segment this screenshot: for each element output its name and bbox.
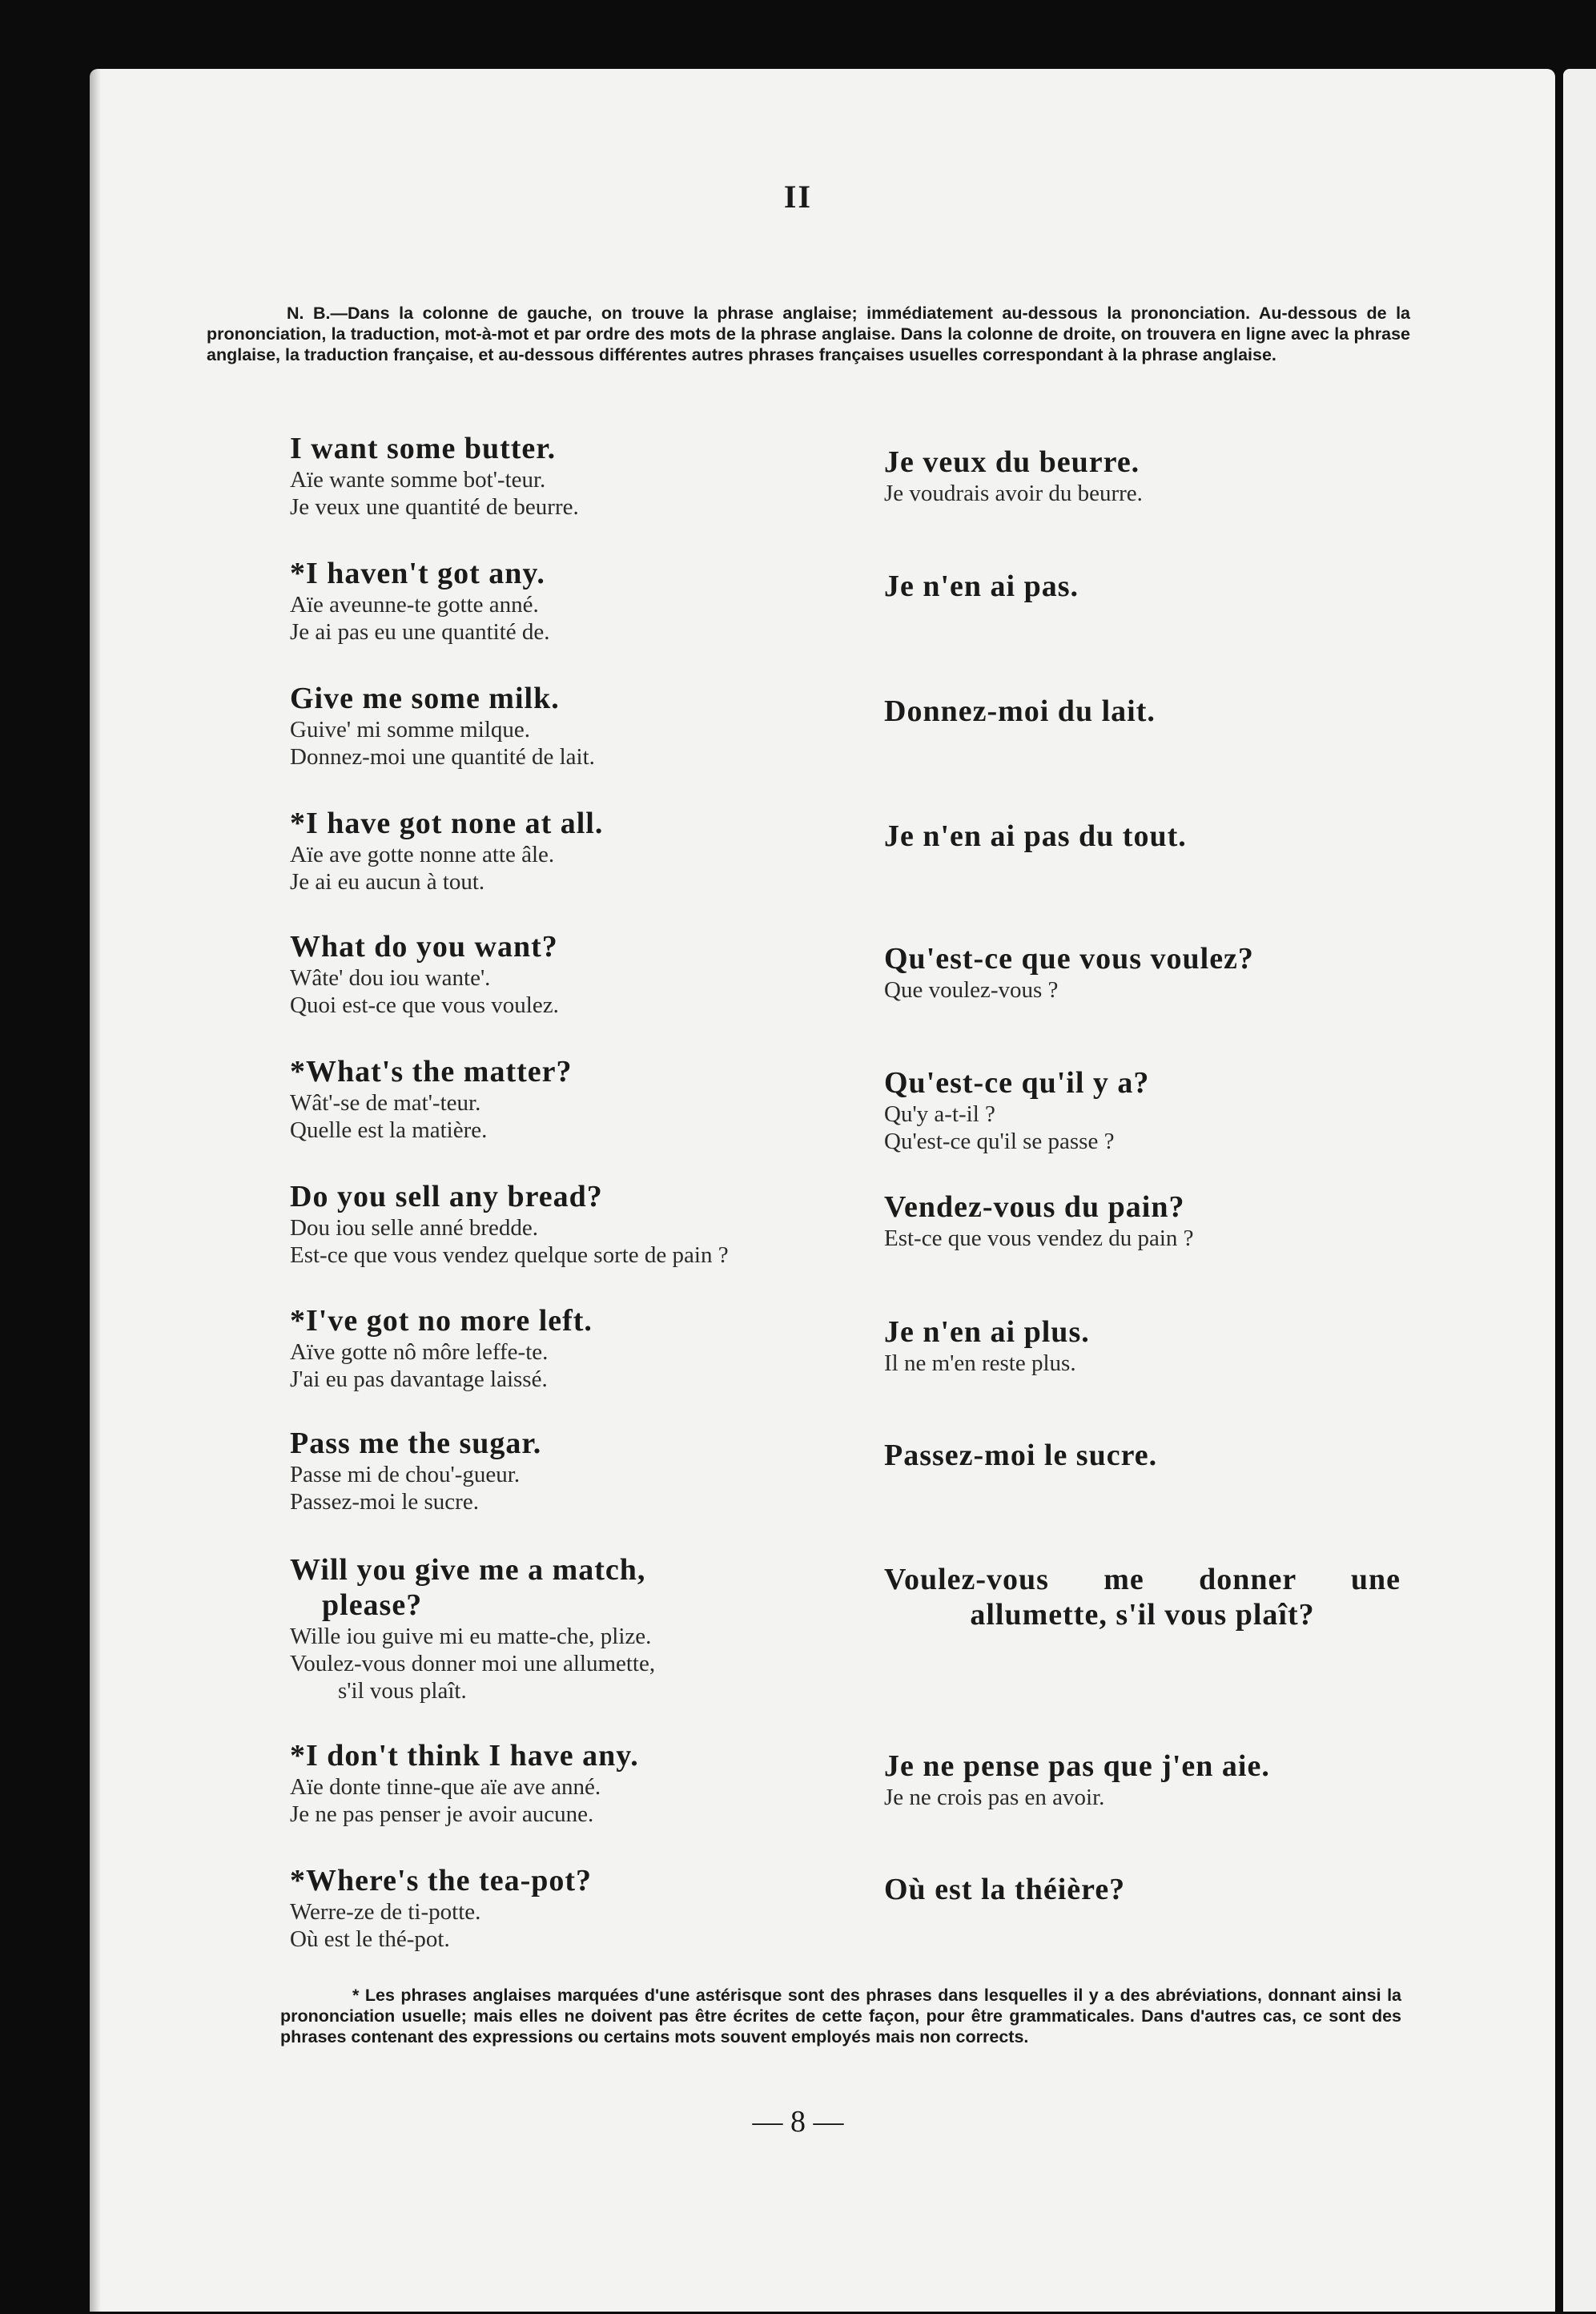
literal-translation: Passez-moi le sucre. [290, 1489, 479, 1515]
literal-translation: s'il vous plaît. [338, 1678, 467, 1704]
english-entry [290, 1863, 915, 1953]
introductory-note: N. B.—Dans la colonne de gauche, on trouve la phrase anglaise; immédiatement au-dessous la prononciation. Au-dessous de la prononciation, la traduction, mot-à-mot et par ordre des mots de la phrase anglaise. Dans la colonne de droite, on trouvera en ligne avec la phrase anglaise, la traduction française, et au-dessous différentes autres phrases françaises usuelles correspondant à la phrase anglaise. [207, 304, 1410, 364]
french-phrase: Je n'en ai pas du tout. [884, 819, 1187, 853]
literal-translation: J'ai eu pas davantage laissé. [290, 1366, 548, 1392]
french-phrase: Vendez-vous du pain? [884, 1190, 1185, 1224]
literal-translation: Quoi est-ce que vous voulez. [290, 992, 559, 1018]
pronunciation: Dou iou selle anné bredde. [290, 1215, 539, 1241]
english-phrase: *I have got none at all. [290, 807, 604, 840]
pronunciation: Guive' mi somme milque. [290, 717, 531, 742]
english-entry [290, 1738, 915, 1828]
french-phrase: Donnez-moi du lait. [884, 694, 1156, 728]
alternative-phrase: Est-ce que vous vendez du pain ? [884, 1225, 1194, 1251]
french-entry [884, 1562, 1401, 1632]
pronunciation: Passe mi de chou'-gueur. [290, 1462, 521, 1487]
english-entry [290, 431, 915, 521]
french-entry [884, 819, 1445, 854]
english-phrase: Do you sell any bread? [290, 1180, 603, 1213]
alternative-phrase: Qu'est-ce qu'il se passe ? [884, 1129, 1115, 1154]
literal-translation: Je ne pas penser je avoir aucune. [290, 1801, 594, 1827]
alternative-phrase: Qu'y a-t-il ? [884, 1101, 995, 1127]
french-phrase: Je veux du beurre. [884, 445, 1140, 479]
literal-translation: Est-ce que vous vendez quelque sorte de pain ? [290, 1242, 729, 1268]
french-entry [884, 1065, 1445, 1155]
pronunciation: Aïe wante somme bot'-teur. [290, 467, 546, 493]
literal-translation: Je ai pas eu une quantité de. [290, 619, 550, 645]
english-phrase: *Where's the tea-pot? [290, 1864, 593, 1897]
french-phrase: Passez-moi le sucre. [884, 1439, 1158, 1472]
english-phrase-line: Will you give me a match, [290, 1553, 646, 1587]
english-entry [290, 929, 915, 1019]
french-phrase: Voulez-vous me donner une allumette, s'il vous plaît? [884, 1563, 1401, 1632]
french-phrase: Je n'en ai pas. [884, 569, 1079, 603]
pronunciation: Wâte' dou iou wante'. [290, 965, 491, 991]
pronunciation: Wât'-se de mat'-teur. [290, 1090, 481, 1116]
section-number: II [783, 179, 813, 215]
french-entry [884, 941, 1445, 1004]
english-entry [290, 1179, 915, 1269]
french-entry [884, 445, 1445, 507]
english-phrase: *I haven't got any. [290, 557, 545, 590]
literal-translation: Je ai eu aucun à tout. [290, 869, 485, 895]
english-entry [290, 681, 915, 771]
alternative-phrase: Que voulez-vous ? [884, 977, 1059, 1003]
english-phrase [290, 1552, 802, 1623]
french-entry [884, 1189, 1445, 1252]
pronunciation: Werre-ze de ti-potte. [290, 1899, 481, 1925]
french-entry [884, 1872, 1445, 1907]
literal-translation: Où est le thé-pot. [290, 1926, 450, 1952]
french-phrase: Je n'en ai plus. [884, 1315, 1090, 1349]
english-entry [290, 1303, 915, 1393]
french-phrase: Je ne pense pas que j'en aie. [884, 1749, 1270, 1783]
french-entry [884, 1438, 1445, 1473]
english-phrase: What do you want? [290, 930, 558, 964]
alternative-phrase: Il ne m'en reste plus. [884, 1350, 1076, 1376]
english-phrase: *I don't think I have any. [290, 1739, 639, 1773]
french-phrase: Où est la théière? [884, 1873, 1126, 1906]
literal-translation: Donnez-moi une quantité de lait. [290, 744, 595, 770]
pronunciation: Aïve gotte nô môre leffe-te. [290, 1339, 549, 1365]
english-entry [290, 1054, 915, 1144]
english-entry [290, 1426, 915, 1515]
literal-translation: Je veux une quantité de beurre. [290, 494, 579, 520]
pronunciation: Wille iou guive mi eu matte-che, plize. [290, 1624, 652, 1649]
alternative-phrase: Je ne crois pas en avoir. [884, 1785, 1105, 1810]
pronunciation: Aïe aveunne-te gotte anné. [290, 592, 539, 618]
page-edge-shadow [90, 69, 101, 2312]
english-entry [290, 1552, 802, 1704]
pronunciation: Aïe ave gotte nonne atte âle. [290, 842, 555, 867]
footnote: * Les phrases anglaises marquées d'une astérisque sont des phrases dans lesquelles il y a des abréviations, donnant ainsi la prononciation usuelle; mais elles ne doivent pas être écrites de cette façon, pour être grammaticales. Dans d'autres cas, ce sont des phrases contenant des expressions ou certains mots souvent employés mais non corrects. [280, 1986, 1401, 2046]
french-phrase: Qu'est-ce qu'il y a? [884, 1066, 1150, 1100]
literal-translation: Quelle est la matière. [290, 1117, 488, 1143]
french-entry [884, 1749, 1445, 1811]
english-entry [290, 556, 915, 646]
french-phrase: Qu'est-ce que vous voulez? [884, 942, 1254, 976]
french-entry [884, 1314, 1445, 1377]
english-phrase: *What's the matter? [290, 1055, 573, 1089]
literal-translation: Voulez-vous donner moi une allumette, [290, 1651, 656, 1676]
english-phrase: Give me some milk. [290, 682, 560, 715]
alternative-phrase: Je voudrais avoir du beurre. [884, 481, 1143, 506]
english-phrase: Pass me the sugar. [290, 1427, 542, 1460]
english-phrase: *I've got no more left. [290, 1304, 593, 1338]
french-entry [884, 569, 1445, 604]
page-number: — 8 — [752, 2105, 844, 2139]
english-phrase: I want some butter. [290, 432, 557, 465]
facing-page-edge [1563, 69, 1596, 2312]
english-phrase-continuation: please? [322, 1588, 423, 1622]
french-entry [884, 694, 1445, 729]
english-entry [290, 806, 915, 895]
pronunciation: Aïe donte tinne-que aïe ave anné. [290, 1774, 601, 1800]
